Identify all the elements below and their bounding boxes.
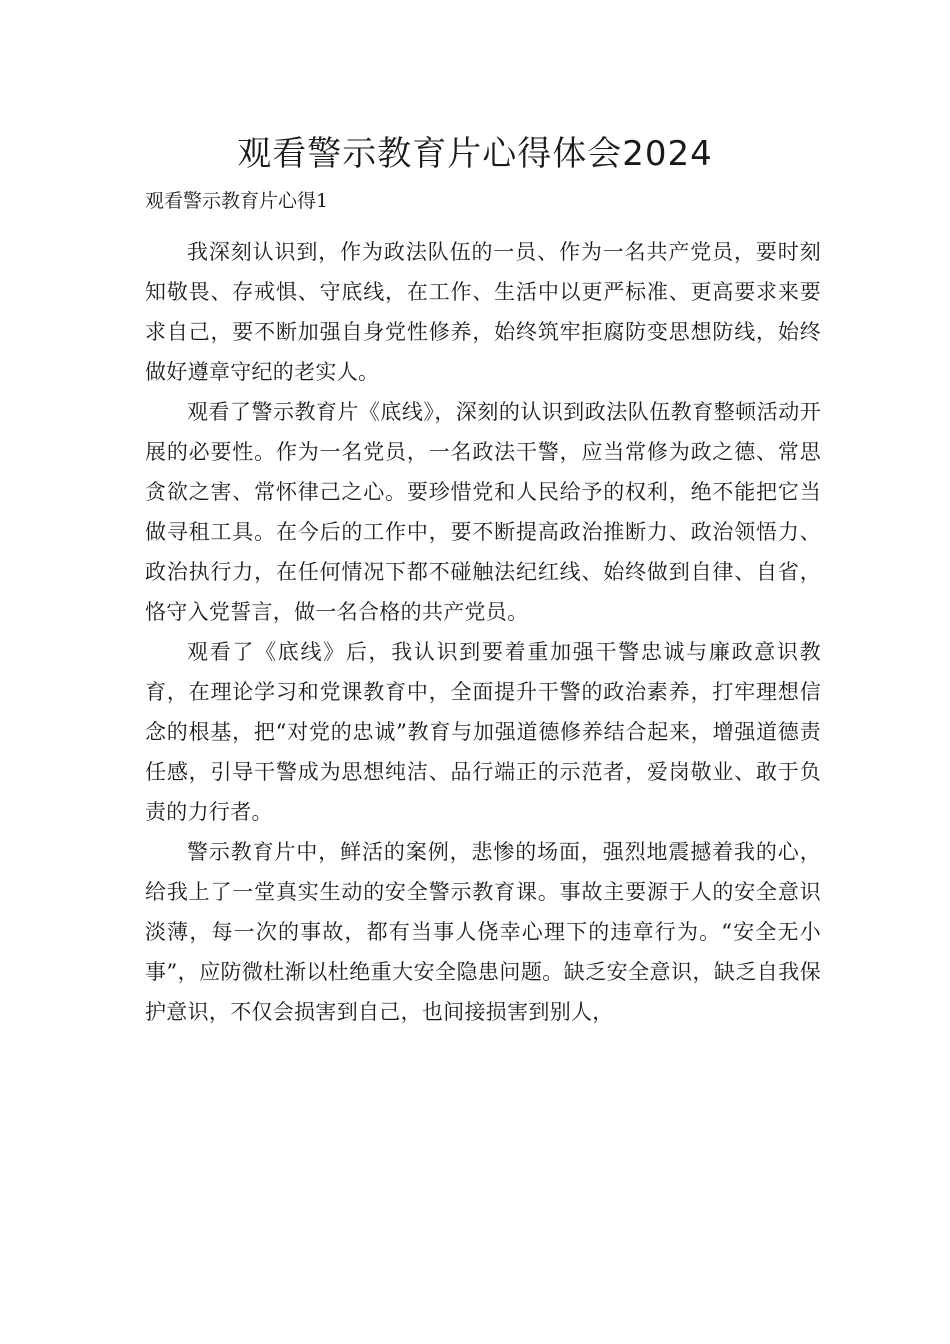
document-title: 观看警示教育片心得体会2024 <box>237 134 713 174</box>
paragraph-4: 警示教育片中，鲜活的案例，悲惨的场面，强烈地震撼着我的心，给我上了一堂真实生动的安全警示教育课。事故主要源于人的安全意识淡薄，每一次的事故，都有当事人侥幸心理下的违章行为。“安全无小事”，应防微杜渐以杜绝重大安全隐患问题。缺乏安全意识，缺乏自我保护意识，不仅会损害到自己，也间接损害到别人， <box>145 840 821 1024</box>
document-body <box>145 232 821 1032</box>
section-heading: 观看警示教育片心得1 <box>145 190 329 212</box>
paragraph-3: 观看了《底线》后，我认识到要着重加强干警忠诚与廉政意识教育，在理论学习和党课教育中，全面提升干警的政治素养，打牢理想信念的根基，把“对党的忠诚”教育与加强道德修养结合起来，增强道德责任感，引导干警成为思想纯洁、品行端正的示范者，爱岗敬业、敢于负责的力行者。 <box>145 640 821 824</box>
paragraph-1: 我深刻认识到，作为政法队伍的一员、作为一名共产党员，要时刻知敬畏、存戒惧、守底线，在工作、生活中以更严标准、更高要求来要求自己，要不断加强自身党性修养，始终筑牢拒腐防变思想防线，始终做好遵章守纪的老实人。 <box>145 240 821 384</box>
paragraph-2: 观看了警示教育片《底线》，深刻的认识到政法队伍教育整顿活动开展的必要性。作为一名党员，一名政法干警，应当常修为政之德、常思贪欲之害、常怀律己之心。要珍惜党和人民给予的权利，绝不能把它当做寻租工具。在今后的工作中，要不断提高政治推断力、政治领悟力、政治执行力，在任何情况下都不碰触法纪红线、始终做到自律、自省，恪守入党誓言，做一名合格的共产党员。 <box>145 400 821 624</box>
